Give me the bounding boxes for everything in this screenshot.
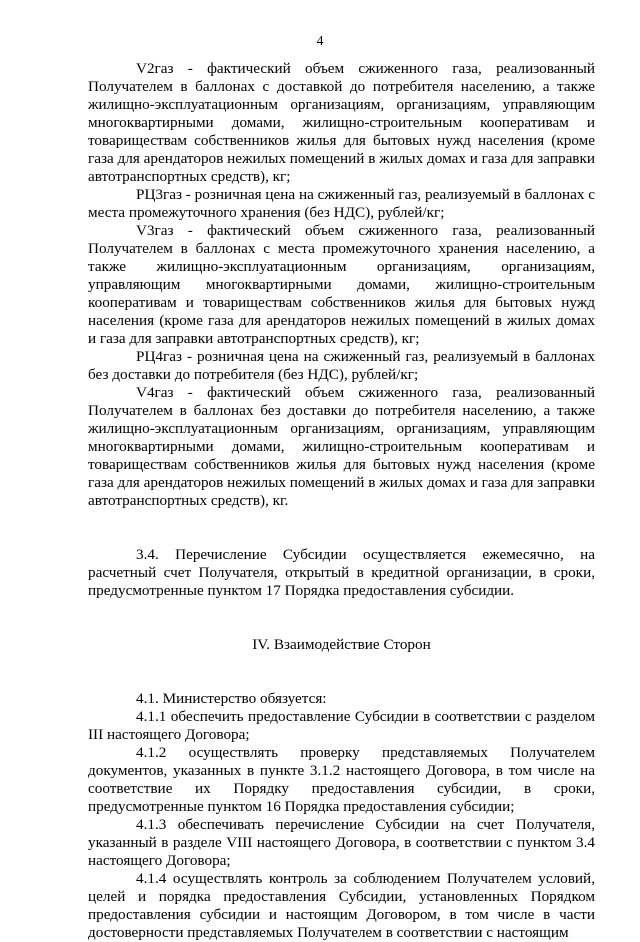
section-heading: IV. Взаимодействие Сторон (252, 636, 431, 653)
spacer (88, 654, 595, 690)
page-content (88, 60, 595, 942)
definition-v3: V3газ - фактический объем сжиженного газа, реализованный Получателем в баллонах с места промежуточного хранения населению, а также жилищно-эксплуатационным организациям, организациям, управляющим многоквартирными домами, жилищно-строительным кооперативам и товариществам собственников жилья для бытовых нужд населения (кроме газа для арендаторов нежилых помещений в жилых домах и газа для заправки автотранспортных средств), кг; (88, 222, 595, 347)
definition-rc3: РЦ3газ - розничная цена на сжиженный газ, реализуемый в баллонах с места промежуточного хранения (без НДС), рублей/кг; (88, 186, 595, 221)
clause-4-1-4: 4.1.4 осуществлять контроль за соблюдением Получателем условий, целей и порядка предоставления Субсидии, установленных Порядком предоставления субсидии и настоящим Договором, в том числе в части достоверности представляемых Получателем в соответствии с настоящим (88, 870, 595, 941)
clause-4-1-2: 4.1.2 осуществлять проверку представляемых Получателем документов, указанных в пункте 3.1.2 настоящего Договора, в том числе на соответствие их Порядку предоставления субсидии, в сроки, предусмотренные пунктом 16 Порядка предоставления субсидии; (88, 744, 595, 815)
definition-v4: V4газ - фактический объем сжиженного газа, реализованный Получателем в баллонах без доставки до потребителя населению, а также жилищно-эксплуатационным организациям, организациям, управляющим многоквартирными домами, жилищно-строительным кооперативам и товариществам собственников жилья для бытовых нужд населения (кроме газа для арендаторов нежилых помещений в жилых домах и газа для заправки автотранспортных средств), кг. (88, 384, 595, 509)
clause-4-1-1: 4.1.1 обеспечить предоставление Субсидии в соответствии с разделом III настоящего Договора; (88, 708, 595, 743)
clause-3-4: 3.4. Перечисление Субсидии осуществляется ежемесячно, на расчетный счет Получателя, открытый в кредитной организации, в сроки, предусмотренные пунктом 17 Порядка предоставления субсидии. (88, 546, 595, 599)
clause-4-1-3: 4.1.3 обеспечивать перечисление Субсидии на счет Получателя, указанный в разделе VIII настоящего Договора, в соответствии с пунктом 3.4 настоящего Договора; (88, 816, 595, 869)
page-number: 4 (316, 34, 324, 49)
clause-4-1: 4.1. Министерство обязуется: (136, 690, 327, 707)
definition-rc4: РЦ4газ - розничная цена на сжиженный газ, реализуемый в баллонах без доставки до потребителя (без НДС), рублей/кг; (88, 348, 595, 383)
definition-v2: V2газ - фактический объем сжиженного газа, реализованный Получателем в баллонах с доставкой до потребителя населению, а также жилищно-эксплуатационным организациям, организациям, управляющим многоквартирными домами, жилищно-строительным кооперативам и товариществам собственников жилья для бытовых нужд населения (кроме газа для арендаторов нежилых помещений в жилых домах и газа для заправки автотранспортных средств), кг; (88, 60, 595, 185)
spacer (88, 510, 595, 546)
spacer (88, 600, 595, 636)
